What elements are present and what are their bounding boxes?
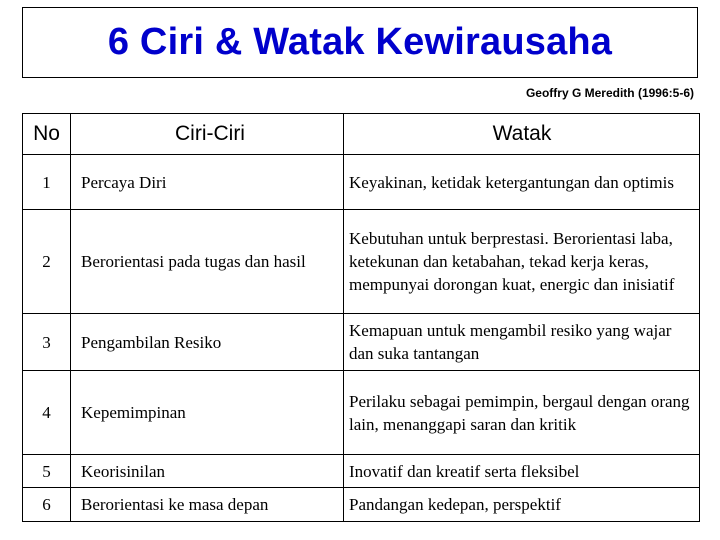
row-no: 5: [23, 455, 71, 488]
table-header-row: [23, 114, 700, 155]
row-watak: Kemapuan untuk mengambil resiko yang wajar dan suka tantangan: [344, 314, 700, 371]
page-title: 6 Ciri & Watak Kewirausaha: [107, 21, 613, 63]
row-ciri: Keorisinilan: [71, 455, 344, 488]
row-ciri: Berorientasi pada tugas dan hasil: [71, 210, 344, 314]
header-no: No: [23, 114, 71, 155]
row-no: 4: [23, 371, 71, 455]
table-row: [23, 314, 700, 371]
row-no: 3: [23, 314, 71, 371]
row-ciri: Percaya Diri: [71, 155, 344, 210]
table-row: [23, 155, 700, 210]
table-row: [23, 210, 700, 314]
row-no: 2: [23, 210, 71, 314]
row-watak: Perilaku sebagai pemimpin, bergaul dengan orang lain, menanggapi saran dan kritik: [344, 371, 700, 455]
row-watak: Inovatif dan kreatif serta fleksibel: [344, 455, 700, 488]
table-row: [23, 488, 700, 522]
table-row: [23, 371, 700, 455]
row-ciri: Pengambilan Resiko: [71, 314, 344, 371]
row-watak: Pandangan kedepan, perspektif: [344, 488, 700, 522]
row-no: 1: [23, 155, 71, 210]
row-ciri: Berorientasi ke masa depan: [71, 488, 344, 522]
citation: Geoffry G Meredith (1996:5-6): [525, 86, 694, 100]
header-ciri: Ciri-Ciri: [71, 114, 344, 155]
row-watak: Keyakinan, ketidak ketergantungan dan optimis: [344, 155, 700, 210]
row-ciri: Kepemimpinan: [71, 371, 344, 455]
title-box: [22, 7, 698, 78]
table-row: [23, 455, 700, 488]
header-watak: Watak: [344, 114, 700, 155]
row-watak: Kebutuhan untuk berprestasi. Berorientasi laba, ketekunan dan ketabahan, tekad kerja keras, mempunyai dorongan kuat, energic dan inisiatif: [344, 210, 700, 314]
traits-table: [22, 113, 700, 522]
row-no: 6: [23, 488, 71, 522]
